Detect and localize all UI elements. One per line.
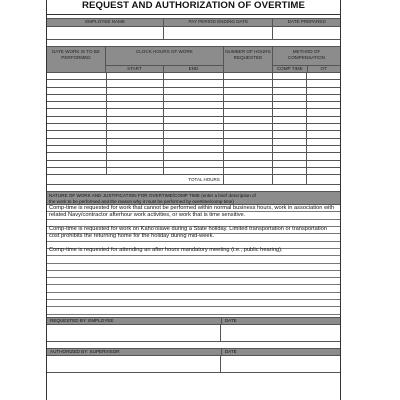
table-cell[interactable] <box>273 146 307 152</box>
table-cell[interactable] <box>224 95 274 101</box>
table-cell[interactable] <box>164 95 224 101</box>
table-cell[interactable] <box>273 88 307 94</box>
table-cell[interactable] <box>107 153 165 159</box>
total-comp-field[interactable] <box>273 175 307 184</box>
table-cell[interactable] <box>107 131 165 137</box>
pay-period-field[interactable] <box>164 27 273 39</box>
ruled-line <box>47 306 340 307</box>
table-row <box>47 146 340 153</box>
table-cell[interactable] <box>107 168 165 174</box>
table-cell[interactable] <box>307 80 340 86</box>
table-cell[interactable] <box>107 161 165 167</box>
table-cell[interactable] <box>307 153 340 159</box>
employee-header-row <box>47 19 340 27</box>
authorized-date-label: DATE <box>221 349 340 355</box>
employee-date-field[interactable] <box>221 325 340 341</box>
employee-signature-field[interactable] <box>47 325 221 341</box>
nature-text <box>47 205 340 254</box>
table-cell[interactable] <box>164 88 224 94</box>
table-cell[interactable] <box>273 131 307 137</box>
table-row <box>47 95 340 102</box>
table-cell[interactable] <box>164 139 224 145</box>
table-cell[interactable] <box>307 168 340 174</box>
authorized-by-label: AUTHORIZED BY: SUPERVISOR <box>50 349 120 355</box>
table-cell[interactable] <box>164 131 224 137</box>
date-work-header: DATE WORK IS TO BE PERFORMED <box>47 47 106 72</box>
table-cell[interactable] <box>224 139 274 145</box>
ruled-line <box>47 270 340 271</box>
supervisor-signature-field[interactable] <box>47 356 221 372</box>
table-cell[interactable] <box>164 124 224 130</box>
table-cell[interactable] <box>107 73 165 79</box>
ot-header: OT <box>320 66 327 71</box>
table-cell[interactable] <box>224 153 274 159</box>
total-hours-field[interactable] <box>224 175 274 184</box>
table-row <box>47 153 340 160</box>
supervisor-date-field[interactable] <box>221 356 340 372</box>
table-cell[interactable] <box>47 73 107 79</box>
table-cell[interactable] <box>107 109 165 115</box>
table-cell[interactable] <box>273 161 307 167</box>
form-title: REQUEST AND AUTHORIZATION OF OVERTIME <box>47 0 340 15</box>
table-body <box>47 73 340 175</box>
table-cell[interactable] <box>273 109 307 115</box>
table-cell[interactable] <box>47 88 107 94</box>
requested-header <box>47 317 340 325</box>
table-cell[interactable] <box>164 117 224 123</box>
table-cell[interactable] <box>273 153 307 159</box>
table-cell[interactable] <box>224 80 274 86</box>
authorized-header <box>47 348 340 356</box>
table-cell[interactable] <box>224 102 274 108</box>
table-cell[interactable] <box>307 117 340 123</box>
requested-by-label: REQUESTED BY: EMPLOYEE <box>50 318 114 324</box>
table-cell[interactable] <box>224 168 274 174</box>
table-cell[interactable] <box>47 139 107 145</box>
table-cell[interactable] <box>164 168 224 174</box>
method-label: METHOD OF COMPENSATION <box>288 49 325 60</box>
total-ot-field[interactable] <box>307 175 340 184</box>
table-cell[interactable] <box>307 102 340 108</box>
table-cell[interactable] <box>307 88 340 94</box>
justification-paragraph-3: Comp-time is requested for attending an after hours mandatory meeting (i.e., public hearing). <box>49 247 283 254</box>
table-cell[interactable] <box>273 117 307 123</box>
employee-name-header: EMPLOYEE NAME <box>47 19 164 26</box>
table-cell[interactable] <box>164 109 224 115</box>
table-cell[interactable] <box>47 146 107 152</box>
table-cell[interactable] <box>107 124 165 130</box>
table-cell[interactable] <box>307 131 340 137</box>
table-cell[interactable] <box>164 153 224 159</box>
table-row <box>47 139 340 146</box>
justification-paragraph-2: Comp-time is requested for work on Kaho'olawe during a State holiday. Limited transportation or transportation cost prohibits the returning home for the holiday during mid-week. <box>49 226 327 240</box>
table-cell[interactable] <box>224 131 274 137</box>
table-cell[interactable] <box>164 102 224 108</box>
table-cell[interactable] <box>273 139 307 145</box>
table-cell[interactable] <box>224 73 274 79</box>
table-cell[interactable] <box>224 117 274 123</box>
overtime-form <box>46 0 341 400</box>
employee-name-field[interactable] <box>47 27 164 39</box>
table-row <box>47 117 340 124</box>
gap-row-2 <box>47 185 340 192</box>
table-cell[interactable] <box>164 146 224 152</box>
table-cell[interactable] <box>107 80 165 86</box>
table-row <box>47 73 340 80</box>
table-cell[interactable] <box>307 139 340 145</box>
table-cell[interactable] <box>224 109 274 115</box>
table-row <box>47 161 340 168</box>
table-row <box>47 131 340 138</box>
table-cell[interactable] <box>307 146 340 152</box>
table-cell[interactable] <box>107 117 165 123</box>
table-cell[interactable] <box>224 88 274 94</box>
ruled-line <box>47 255 340 256</box>
ruled-line <box>47 314 340 315</box>
table-row <box>47 80 340 87</box>
table-cell[interactable] <box>224 124 274 130</box>
clock-hours-header <box>106 47 224 72</box>
ruled-line <box>47 284 340 285</box>
table-cell[interactable] <box>107 95 165 101</box>
total-hours-label: TOTAL HOURS <box>47 175 224 184</box>
nature-body[interactable] <box>47 205 340 317</box>
table-cell[interactable] <box>273 124 307 130</box>
table-cell[interactable] <box>307 73 340 79</box>
nature-header-line2: the work to be performed and the reason why it must be performed by overtime/comp time) <box>49 199 234 205</box>
table-cell[interactable] <box>307 124 340 130</box>
table-cell[interactable] <box>273 168 307 174</box>
nature-header-line1: NATURE OF WORK AND JUSTIFICATION FOR OVERTIME/COMP TIME (enter a brief description of <box>49 193 256 199</box>
clock-hours-subheaders <box>106 65 223 72</box>
table-header-row <box>47 47 340 73</box>
table-cell[interactable] <box>307 109 340 115</box>
table-cell[interactable] <box>164 161 224 167</box>
table-cell[interactable] <box>47 124 107 130</box>
table-cell[interactable] <box>273 80 307 86</box>
comp-time-header: COMP TIME <box>273 66 308 72</box>
table-cell[interactable] <box>47 109 107 115</box>
table-cell[interactable] <box>47 117 107 123</box>
table-row <box>47 102 340 109</box>
table-cell[interactable] <box>224 146 274 152</box>
table-cell[interactable] <box>307 95 340 101</box>
table-cell[interactable] <box>273 95 307 101</box>
clock-hours-label: CLOCK HOURS OF WORK <box>135 49 193 54</box>
table-cell[interactable] <box>47 102 107 108</box>
table-row <box>47 88 340 95</box>
table-cell[interactable] <box>107 139 165 145</box>
justification-paragraph-1: Comp-time is requested for work that cannot be performed within normal business hours, work in association with related Navy/contractor afterhour work activities, or work that is time sensitive. <box>49 205 335 219</box>
requested-signature-row <box>47 325 340 342</box>
table-cell[interactable] <box>47 153 107 159</box>
table-cell[interactable] <box>107 88 165 94</box>
table-cell[interactable] <box>47 80 107 86</box>
table-cell[interactable] <box>273 73 307 79</box>
date-prepared-field[interactable] <box>273 27 340 39</box>
table-row <box>47 168 340 175</box>
table-cell[interactable] <box>164 80 224 86</box>
table-row <box>47 109 340 116</box>
table-cell[interactable] <box>273 102 307 108</box>
method-header <box>273 47 340 72</box>
table-cell[interactable] <box>164 73 224 79</box>
table-cell[interactable] <box>47 168 107 174</box>
employee-value-row <box>47 27 340 40</box>
total-hours-row <box>47 175 340 185</box>
gap-row <box>47 40 340 47</box>
table-row <box>47 124 340 131</box>
date-prepared-header: DATE PREPARED <box>273 19 340 26</box>
ruled-line <box>47 277 340 278</box>
table-cell[interactable] <box>47 131 107 137</box>
end-header: END <box>188 66 199 71</box>
requested-date-label: DATE <box>221 318 340 324</box>
start-header: START <box>106 66 164 72</box>
pay-period-header: PAY PERIOD ENDING DATE <box>164 19 273 26</box>
authorized-signature-row <box>47 356 340 373</box>
table-cell[interactable] <box>107 146 165 152</box>
method-subheaders <box>273 65 340 72</box>
table-cell[interactable] <box>47 161 107 167</box>
table-cell[interactable] <box>307 161 340 167</box>
table-cell[interactable] <box>224 161 274 167</box>
table-cell[interactable] <box>107 102 165 108</box>
number-hours-header: NUMBER OF HOURS REQUESTED <box>224 47 273 72</box>
table-cell[interactable] <box>47 95 107 101</box>
ruled-line <box>47 299 340 300</box>
ruled-line <box>47 263 340 264</box>
ruled-line <box>47 292 340 293</box>
nature-header <box>47 192 340 205</box>
